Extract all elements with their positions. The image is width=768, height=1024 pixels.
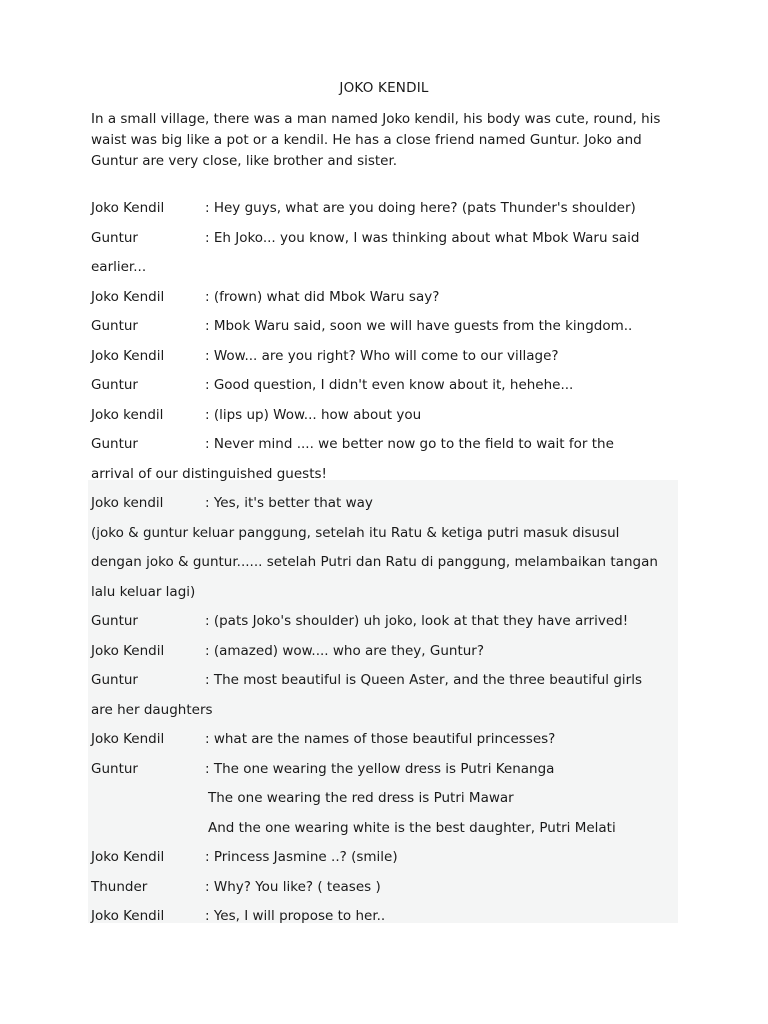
spoken-line: : Why? You like? ( teases ) — [205, 878, 381, 895]
wrapped-text: earlier... — [91, 259, 147, 275]
spoken-line: : Mbok Waru said, soon we will have guests from the kingdom.. — [205, 318, 633, 334]
dialogue-line — [91, 371, 681, 401]
dialogue-line — [91, 194, 681, 224]
dialogue-line — [91, 637, 681, 667]
speaker-name: Guntur — [91, 318, 138, 334]
document-title: JOKO KENDIL — [339, 80, 429, 96]
dialogue-line — [91, 873, 681, 903]
wrapped-line — [91, 460, 681, 490]
spoken-line: : Never mind .... we better now go to the field to wait for the — [205, 436, 614, 452]
speaker-name: Thunder — [91, 878, 148, 895]
dialogue-line — [91, 725, 681, 755]
dialogue-line — [91, 902, 681, 932]
continued-text: And the one wearing white is the best daughter, Putri Melati — [208, 819, 616, 836]
spoken-line: : what are the names of those beautiful princesses? — [205, 731, 556, 747]
speaker-name: Guntur — [91, 613, 138, 629]
stage-direction-text: lalu keluar lagi) — [91, 583, 196, 600]
speaker-name: Joko kendil — [91, 495, 164, 511]
dialogue-line — [91, 843, 681, 873]
spoken-line: : The one wearing the yellow dress is Putri Kenanga — [205, 760, 555, 777]
wrapped-line — [91, 253, 681, 283]
spoken-line: : (frown) what did Mbok Waru say? — [205, 288, 440, 305]
stage-direction — [91, 519, 681, 549]
dialogue-line — [91, 342, 681, 372]
dialogue-line — [91, 283, 681, 313]
dialogue-line — [91, 755, 681, 785]
speaker-name: Joko Kendil — [91, 200, 165, 216]
spoken-line: : Hey guys, what are you doing here? (pats Thunder's shoulder) — [205, 200, 636, 216]
dialogue-line — [91, 489, 681, 519]
spoken-line: : Wow... are you right? Who will come to our village? — [205, 347, 559, 364]
continued-line — [91, 784, 681, 814]
spoken-line: : The most beautiful is Queen Aster, and the three beautiful girls — [205, 672, 642, 688]
speaker-name: Guntur — [91, 760, 138, 777]
speaker-name: Joko Kendil — [91, 731, 165, 747]
wrapped-line — [91, 696, 681, 726]
intro-paragraph: In a small village, there was a man named Joko kendil, his body was cute, round, his waist was big like a pot or a kendil. He has a close friend named Guntur. Joko and Guntur are very close, like brother and sister. — [91, 111, 661, 169]
dialogue-line — [91, 312, 681, 342]
wrapped-text: arrival of our distinguished guests! — [91, 465, 327, 482]
speaker-name: Joko Kendil — [91, 908, 165, 924]
dialogue-line — [91, 224, 681, 254]
dialogue-line — [91, 401, 681, 431]
spoken-line: : Yes, it's better that way — [205, 495, 373, 511]
stage-direction — [91, 548, 681, 578]
dialogue-line — [91, 666, 681, 696]
stage-direction-text: (joko & guntur keluar panggung, setelah itu Ratu & ketiga putri masuk disusul — [91, 524, 620, 541]
stage-direction — [91, 578, 681, 608]
speaker-name: Guntur — [91, 436, 138, 452]
continued-line — [91, 814, 681, 844]
dialogue-line — [91, 430, 681, 460]
speaker-name: Joko Kendil — [91, 288, 165, 305]
spoken-line: : (lips up) Wow... how about you — [205, 406, 422, 423]
spoken-line: : Eh Joko... you know, I was thinking about what Mbok Waru said — [205, 229, 640, 246]
stage-direction-text: dengan joko & guntur...... setelah Putri dan Ratu di panggung, melambaikan tangan — [91, 554, 658, 570]
speaker-name: Joko kendil — [91, 406, 164, 423]
wrapped-text: are her daughters — [91, 701, 213, 718]
speaker-name: Guntur — [91, 377, 138, 393]
speaker-name: Guntur — [91, 672, 138, 688]
continued-text: The one wearing the red dress is Putri Mawar — [208, 790, 514, 806]
spoken-line: : Good question, I didn't even know about it, hehehe... — [205, 377, 574, 393]
speaker-name: Joko Kendil — [91, 642, 165, 659]
spoken-line: : Princess Jasmine ..? (smile) — [205, 849, 398, 865]
speaker-name: Joko Kendil — [91, 849, 165, 865]
dialogue-script — [91, 194, 681, 932]
speaker-name: Guntur — [91, 229, 138, 246]
spoken-line: : Yes, I will propose to her.. — [205, 908, 386, 924]
speaker-name: Joko Kendil — [91, 347, 165, 364]
dialogue-line — [91, 607, 681, 637]
spoken-line: : (pats Joko's shoulder) uh joko, look at that they have arrived! — [205, 613, 629, 629]
spoken-line: : (amazed) wow.... who are they, Guntur? — [205, 642, 485, 659]
